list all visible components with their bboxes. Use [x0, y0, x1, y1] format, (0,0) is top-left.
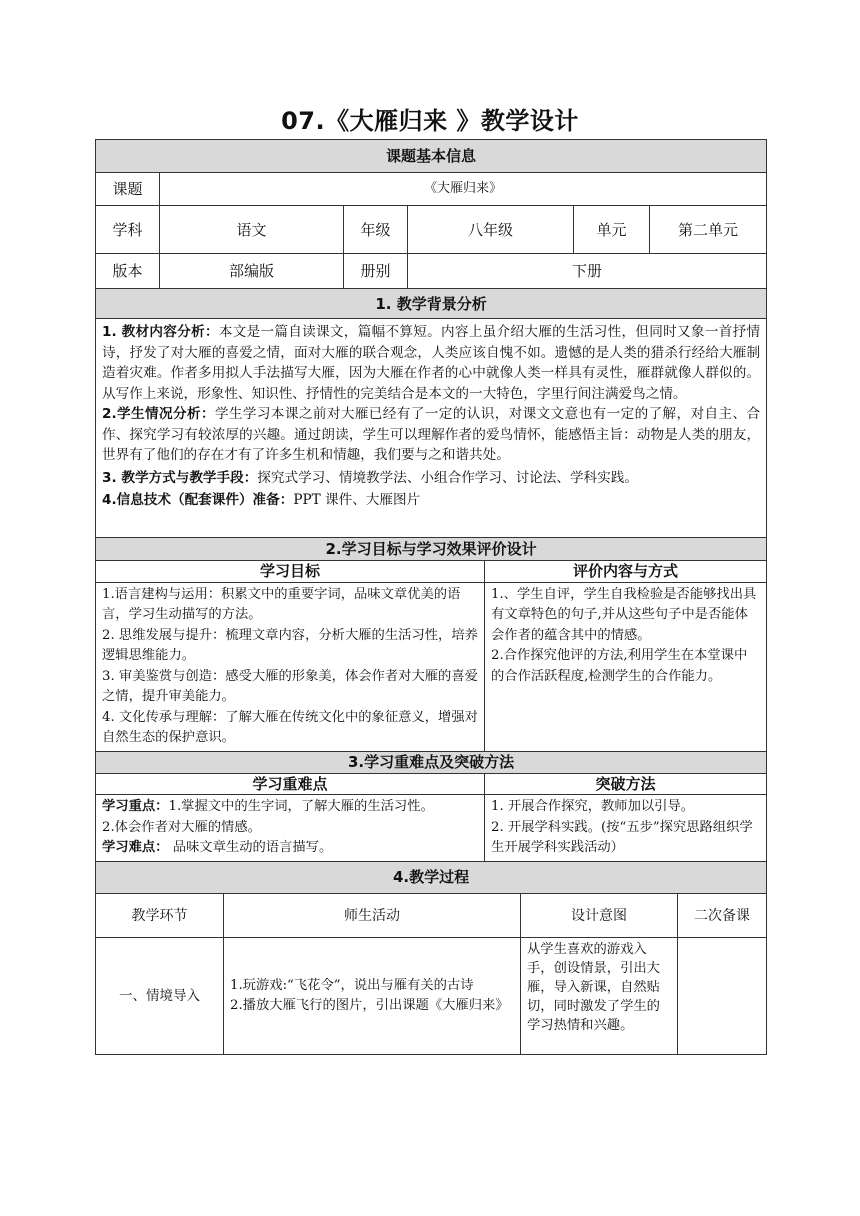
- evaluation-item: 2.合作探究他评的方法,利用学生在本堂课中的合作活跃程度,检测学生的合作能力。: [491, 648, 748, 684]
- keypoints-col-methods: 突破方法: [485, 774, 767, 795]
- goal-item: 1.语言建构与运用：积累文中的重要字词，品味文章优美的语言，学习生动描写的方法。: [102, 586, 461, 622]
- process-col-stage: 教学环节: [96, 894, 224, 938]
- learning-goals: [96, 582, 485, 751]
- edition-label: 版本: [96, 254, 160, 289]
- basic-info-table: [95, 139, 767, 538]
- goals-table: [95, 538, 767, 752]
- goal-item: 2. 思维发展与提升：梳理文章内容，分析大雁的生活习性，培养逻辑思维能力。: [102, 627, 478, 663]
- student-analysis: [102, 404, 760, 466]
- key-point: [102, 797, 478, 818]
- grade-label: 年级: [344, 206, 408, 254]
- goals-header: 2.学习目标与学习效果评价设计: [96, 538, 767, 560]
- it-preparation-text: PPT 课件、大雁图片: [293, 492, 421, 508]
- textbook-analysis-label: 1. 教材内容分析：: [102, 324, 219, 340]
- difficult-point-label: 学习难点：: [102, 840, 169, 855]
- difficult-point: [102, 838, 478, 859]
- volume-label: 册别: [344, 254, 408, 289]
- teaching-methods: [102, 468, 760, 489]
- goals-col-learning: 学习目标: [96, 560, 485, 582]
- unit-value: 第二单元: [650, 206, 767, 254]
- breakthrough-methods: [485, 795, 767, 862]
- lesson-plan-sheet: [95, 139, 766, 1055]
- activity-item: 2.播放大雁飞行的图片，引出课题《大雁归来》: [230, 998, 509, 1013]
- method-item: 2. 开展学科实践。(按“五步”探究思路组织学生开展学科实践活动）: [491, 819, 753, 855]
- process-col-intent: 设计意图: [521, 894, 678, 938]
- key-point-2: 2.体会作者对大雁的情感。: [102, 819, 261, 835]
- difficult-point-text: 品味文章生动的语言描写。: [168, 840, 333, 855]
- background-analysis: [96, 319, 767, 538]
- goal-item: 3. 审美鉴赏与创造：感受大雁的形象美，体会作者对大雁的喜爱之情，提升审美能力。: [102, 668, 478, 704]
- process-col-activity: 师生活动: [224, 894, 521, 938]
- key-point-text: 1.掌握文中的生字词，了解大雁的生活习性。: [168, 799, 434, 814]
- keypoints-header: 3.学习重难点及突破方法: [96, 752, 767, 774]
- evaluation-item: 1.、学生自评，学生自我检验是否能够找出具有文章特色的句子,并从这些句子中是否能体会作者的蕴含其中的情感。: [491, 586, 757, 643]
- process-header: 4.教学过程: [96, 862, 767, 894]
- student-analysis-text: 学生学习本课之前对大雁已经有了一定的认识，对课文文意也有一定的了解，对自主、合作、探究学习有较浓厚的兴趣。通过朗读，学生可以理解作者的爱鸟情怀，能感悟主旨：动物是人类的朋友，世界有了他们的存在才有了许多生机和情趣，我们要与之和谐共处。: [102, 406, 761, 463]
- teaching-methods-text: 探究式学习、情境教学法、小组合作学习、讨论法、学科实践。: [257, 469, 638, 486]
- process-col-notes: 二次备课: [678, 894, 767, 938]
- method-item: 1. 开展合作探究，教师加以引导。: [491, 799, 695, 814]
- it-preparation: [102, 490, 760, 511]
- process-intent: 从学生喜欢的游戏入手，创设情景，引出大雁，导入新课，自然贴切，同时激发了学生的学习热情和兴趣。: [521, 938, 678, 1055]
- volume-value: 下册: [408, 254, 767, 289]
- unit-label: 单元: [574, 206, 650, 254]
- topic-value: 《大雁归来》: [160, 173, 767, 206]
- process-stage: 一、情境导入: [96, 938, 224, 1055]
- key-point-label: 学习重点：: [102, 799, 169, 814]
- it-preparation-label: 4.信息技术（配套课件）准备：: [102, 492, 294, 508]
- page-title: 07.《大雁归来 》教学设计: [281, 107, 579, 135]
- process-notes: [678, 938, 767, 1055]
- textbook-analysis-text: 本文是一篇自读课文，篇幅不算短。内容上虽介绍大雁的生活习性，但同时又象一首抒情诗，抒发了对大雁的喜爱之情，面对大雁的联合观念，人类应该自愧不如。遗憾的是人类的猎杀行经给大雁制造着灾难。作者多用拟人手法描写大雁，因为大雁在作者的心中就像人类一样具有灵性，雁群就像人群似的。从写作上来说，形象性、知识性、抒情性的完美结合是本文的一大特色，字里行间注满爱鸟之情。: [102, 324, 761, 402]
- process-table: [95, 862, 767, 1056]
- background-header: 1. 教学背景分析: [96, 289, 767, 319]
- key-difficult-points: [96, 795, 485, 862]
- edition-value: 部编版: [160, 254, 344, 289]
- textbook-analysis: [102, 322, 760, 404]
- goals-col-evaluation: 评价内容与方式: [485, 560, 767, 582]
- grade-value: 八年级: [408, 206, 574, 254]
- goal-item: 4. 文化传承与理解：了解大雁在传统文化中的象征意义，增强对自然生态的保护意识。: [102, 709, 478, 745]
- student-analysis-label: 2.学生情况分析：: [102, 406, 215, 422]
- teaching-methods-label: 3. 教学方式与教学手段：: [102, 469, 258, 486]
- evaluation-methods: [485, 582, 767, 751]
- subject-label: 学科: [96, 206, 160, 254]
- process-activity: [224, 938, 521, 1055]
- basic-info-header: 课题基本信息: [96, 140, 767, 173]
- topic-label: 课题: [96, 173, 160, 206]
- keypoints-col-focus: 学习重难点: [96, 774, 485, 795]
- activity-item: 1.玩游戏:“飞花令”，说出与雁有关的古诗: [230, 977, 474, 993]
- keypoints-table: [95, 752, 767, 862]
- subject-value: 语文: [160, 206, 344, 254]
